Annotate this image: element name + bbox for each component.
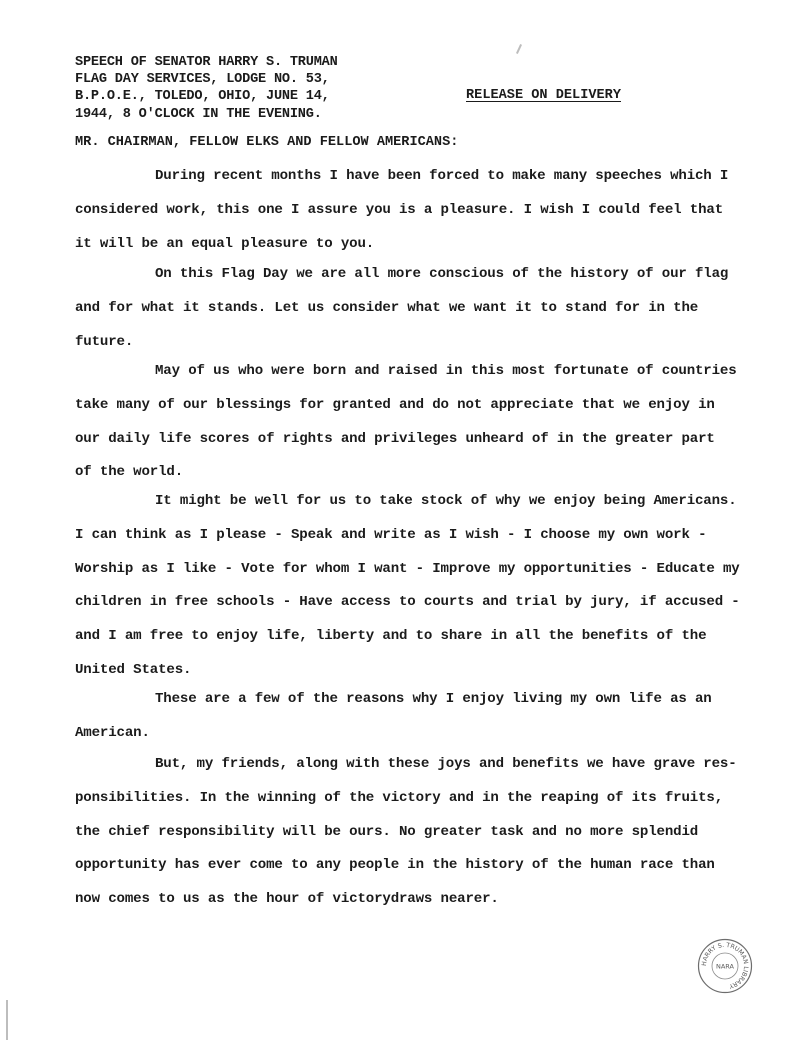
paragraph-line: considered work, this one I assure you is a pleasure. I wish I could feel that xyxy=(75,201,723,218)
salutation: MR. CHAIRMAN, FELLOW ELKS AND FELLOW AMERICANS: xyxy=(75,135,459,150)
library-stamp xyxy=(697,938,753,999)
paragraph-line: the chief responsibility will be ours. No greater task and no more splendid xyxy=(75,823,699,840)
scan-speck xyxy=(516,44,522,54)
paragraph-line: opportunity has ever come to any people in the history of the human race than xyxy=(75,857,715,874)
paragraph-line: and I am free to enjoy life, liberty and to share in all the benefits of the xyxy=(75,628,707,645)
paragraph-line: These are a few of the reasons why I enjoy living my own life as an xyxy=(155,691,712,707)
stamp-center-text: NARA xyxy=(715,962,735,971)
paragraph-line: On this Flag Day we are all more conscious of the history of our flag xyxy=(155,266,729,282)
paragraph-6 xyxy=(75,748,735,917)
library-seal-icon xyxy=(697,938,753,994)
scan-edge-mark xyxy=(6,1000,8,1040)
paragraph-1 xyxy=(75,160,735,261)
paragraph-line: and for what it stands. Let us consider what we want it to stand for in the xyxy=(75,299,699,316)
paragraph-line: of the world. xyxy=(75,464,183,481)
paragraph-2 xyxy=(75,258,735,359)
paragraph-line: During recent months I have been forced to make many speeches which I xyxy=(155,168,729,184)
paragraph-5 xyxy=(75,683,735,751)
speech-header xyxy=(75,54,338,123)
paragraph-line: it will be an equal pleasure to you. xyxy=(75,235,375,252)
paragraph-line: our daily life scores of rights and privileges unheard of in the greater part xyxy=(75,430,715,447)
paragraph-3 xyxy=(75,355,735,490)
paragraph-line: United States. xyxy=(75,661,192,678)
header-line-1: SPEECH OF SENATOR HARRY S. TRUMAN xyxy=(75,55,338,70)
stamp-ring-text: HARRY S. TRUMAN LIBRARY xyxy=(700,941,750,990)
paragraph-line: I can think as I please - Speak and write as I wish - I choose my own work - xyxy=(75,526,707,543)
paragraph-line: American. xyxy=(75,724,150,741)
paragraph-line: Worship as I like - Vote for whom I want - Improve my opportunities - Educate my xyxy=(75,560,740,577)
header-line-2: FLAG DAY SERVICES, LODGE NO. 53, xyxy=(75,72,330,88)
paragraph-line: ponsibilities. In the winning of the victory and in the reaping of its fruits, xyxy=(75,789,723,806)
release-notice: RELEASE ON DELIVERY xyxy=(466,88,621,103)
paragraph-line: now comes to us as the hour of victorydraws nearer. xyxy=(75,891,499,908)
header-line-4: 1944, 8 O'CLOCK IN THE EVENING. xyxy=(75,106,322,122)
paragraph-line: It might be well for us to take stock of why we enjoy being Americans. xyxy=(155,493,737,509)
paragraph-4 xyxy=(75,485,740,688)
header-line-3: B.P.O.E., TOLEDO, OHIO, JUNE 14, xyxy=(75,89,330,105)
paragraph-line: future. xyxy=(75,333,134,350)
paragraph-line: children in free schools - Have access to courts and trial by jury, if accused - xyxy=(75,594,740,611)
paragraph-line: take many of our blessings for granted and do not appreciate that we enjoy in xyxy=(75,396,715,413)
paragraph-line: May of us who were born and raised in this most fortunate of countries xyxy=(155,363,737,379)
paragraph-line: But, my friends, along with these joys and benefits we have grave res- xyxy=(155,756,737,772)
